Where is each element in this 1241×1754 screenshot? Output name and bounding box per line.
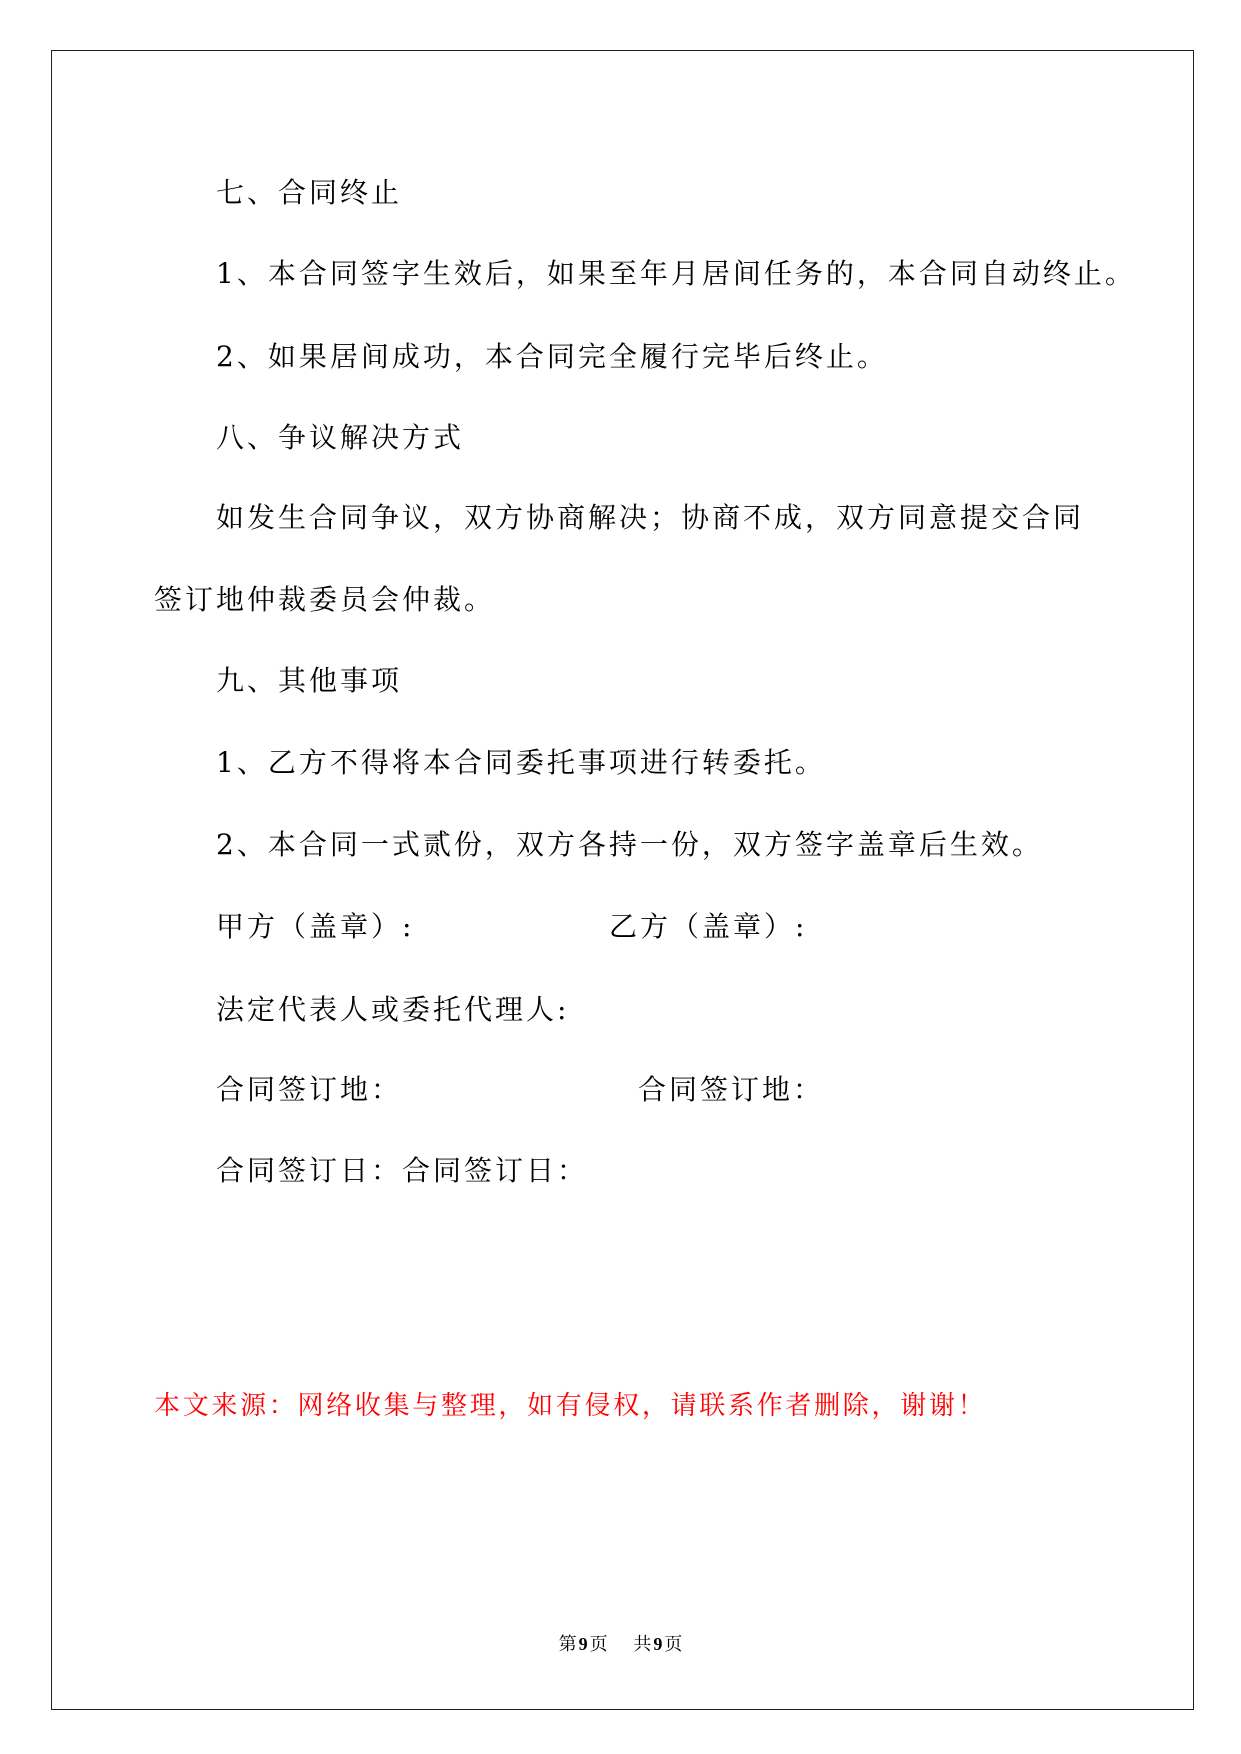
signing-date-row xyxy=(216,1153,588,1189)
section-8-paragraph-line-2: 签订地仲裁委员会仲裁。 xyxy=(154,583,496,616)
party-b-place-label: 合同签订地： xyxy=(638,1073,825,1106)
representative-label: 法定代表人或委托代理人: xyxy=(216,993,570,1026)
section-7-heading: 七、合同终止 xyxy=(216,176,403,209)
party-b-seal-label: 乙方（盖章）: xyxy=(609,910,808,943)
party-a-date-label: 合同签订日： xyxy=(216,1154,403,1187)
section-9-item-1: 1、乙方不得将本合同委托事项进行转委托。 xyxy=(216,746,826,779)
section-8-heading: 八、争议解决方式 xyxy=(216,421,465,454)
section-7-item-2: 2、如果居间成功，本合同完全履行完毕后终止。 xyxy=(216,340,888,373)
section-9-item-2: 2、本合同一式贰份，双方各持一份，双方签字盖章后生效。 xyxy=(216,828,1043,861)
current-page-number: 9 xyxy=(578,1634,588,1654)
total-pages-group xyxy=(633,1634,682,1655)
page-footer xyxy=(0,1633,1241,1656)
section-7-item-1: 1、本合同签字生效后，如果至年月居间任务的，本合同自动终止。 xyxy=(216,257,1136,290)
page-prefix: 第 xyxy=(558,1634,577,1655)
section-9-heading: 九、其他事项 xyxy=(216,664,403,697)
party-a-seal-label: 甲方（盖章）: xyxy=(216,910,415,943)
party-a-place-label: 合同签订地： xyxy=(216,1073,403,1106)
page-suffix: 页 xyxy=(589,1634,608,1655)
section-8-paragraph-line-1: 如发生合同争议，双方协商解决；协商不成，双方同意提交合同 xyxy=(216,501,1085,534)
total-suffix: 页 xyxy=(664,1634,683,1655)
page-number-group xyxy=(559,1634,614,1655)
total-pages-number: 9 xyxy=(653,1634,663,1654)
source-notice: 本文来源：网络收集与整理，如有侵权，请联系作者删除，谢谢！ xyxy=(154,1391,987,1421)
party-b-date-label: 合同签订日： xyxy=(402,1154,589,1187)
page-frame xyxy=(51,50,1194,1710)
total-prefix: 共 xyxy=(633,1634,652,1655)
